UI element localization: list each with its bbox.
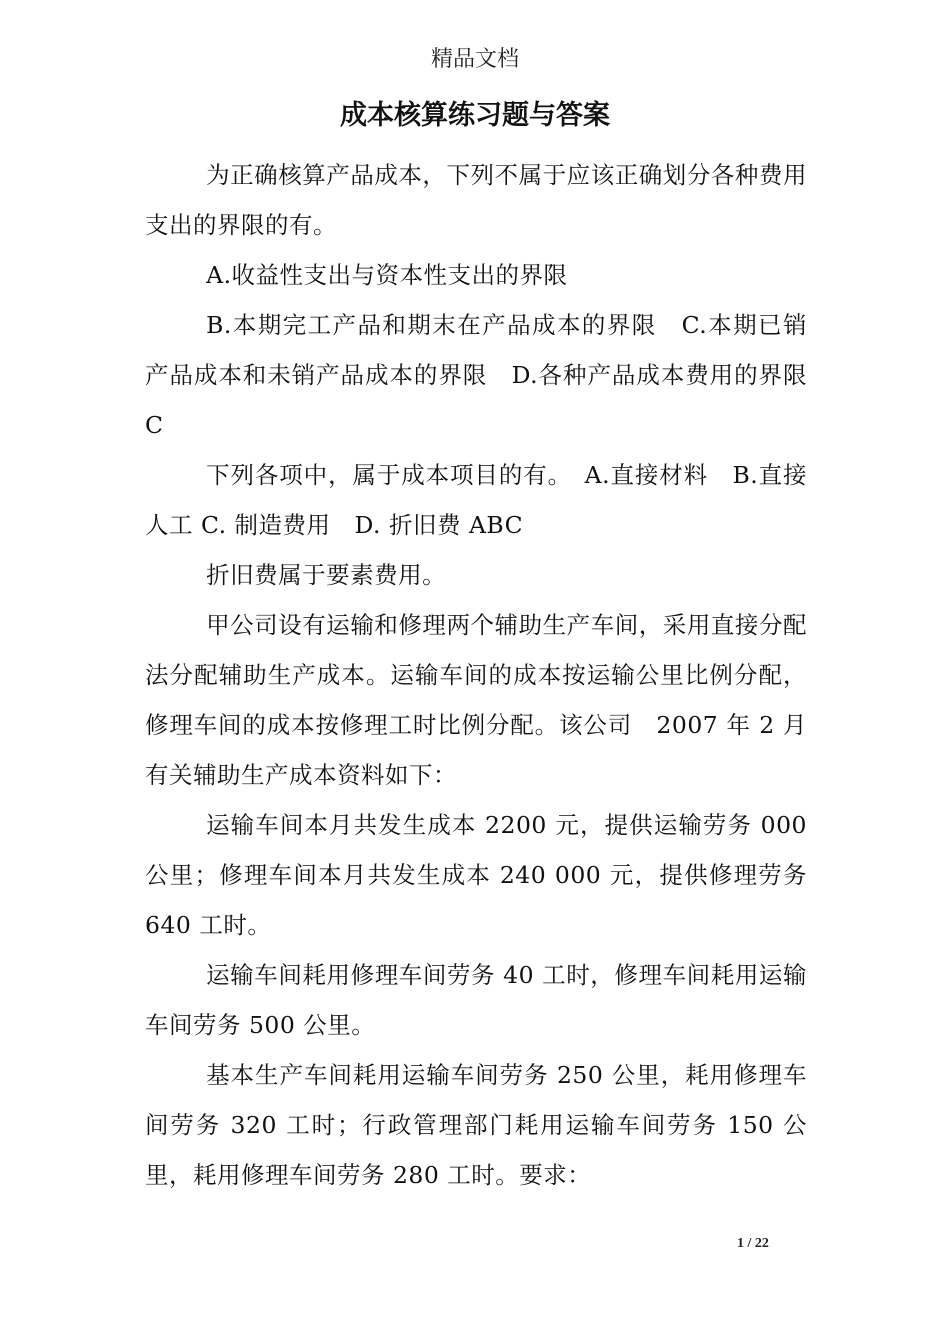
paragraph-case-consumption: 基本生产车间耗用运输车间劳务 250 公里，耗用修理车间劳务 320 工时；行政管理部门耗用运输车间劳务 150 公里，耗用修理车间劳务 280 工时。要求： bbox=[145, 1061, 807, 1189]
document-title: 成本核算练习题与答案 bbox=[340, 100, 610, 131]
document-body bbox=[145, 150, 807, 1200]
page-number: 1 / 22 bbox=[737, 1236, 769, 1251]
paragraph-question-2: 下列各项中，属于成本项目的有。 A.直接材料 B.直接人工 C. 制造费用 D. 折旧费 ABC bbox=[145, 461, 807, 539]
paragraph-case-mutual: 运输车间耗用修理车间劳务 40 工时，修理车间耗用运输车间劳务 500 公里。 bbox=[145, 961, 807, 1039]
option-a: A.收益性支出与资本性支出的界限 bbox=[206, 261, 568, 289]
options-b-c-d: B.本期完工产品和期末在产品成本的界限 C.本期已销产品成本和未销产品成本的界限 D.各种产品成本费用的界限 C bbox=[145, 311, 807, 439]
paragraph-case-intro: 甲公司设有运输和修理两个辅助生产车间，采用直接分配法分配辅助生产成本。运输车间的成本按运输公里比例分配，修理车间的成本按修理工时比例分配。该公司 2007 年 2 月有关辅助生产成本资料如下： bbox=[145, 611, 807, 789]
paragraph-note: 折旧费属于要素费用。 bbox=[206, 561, 447, 589]
page-header: 精品文档 bbox=[430, 47, 519, 72]
paragraph-case-costs: 运输车间本月共发生成本 2200 元，提供运输劳务 000 公里；修理车间本月共发生成本 240 000 元，提供修理劳务 640 工时。 bbox=[145, 811, 807, 939]
paragraph-question-1: 为正确核算产品成本，下列不属于应该正确划分各种费用支出的界限的有。 bbox=[145, 161, 807, 239]
